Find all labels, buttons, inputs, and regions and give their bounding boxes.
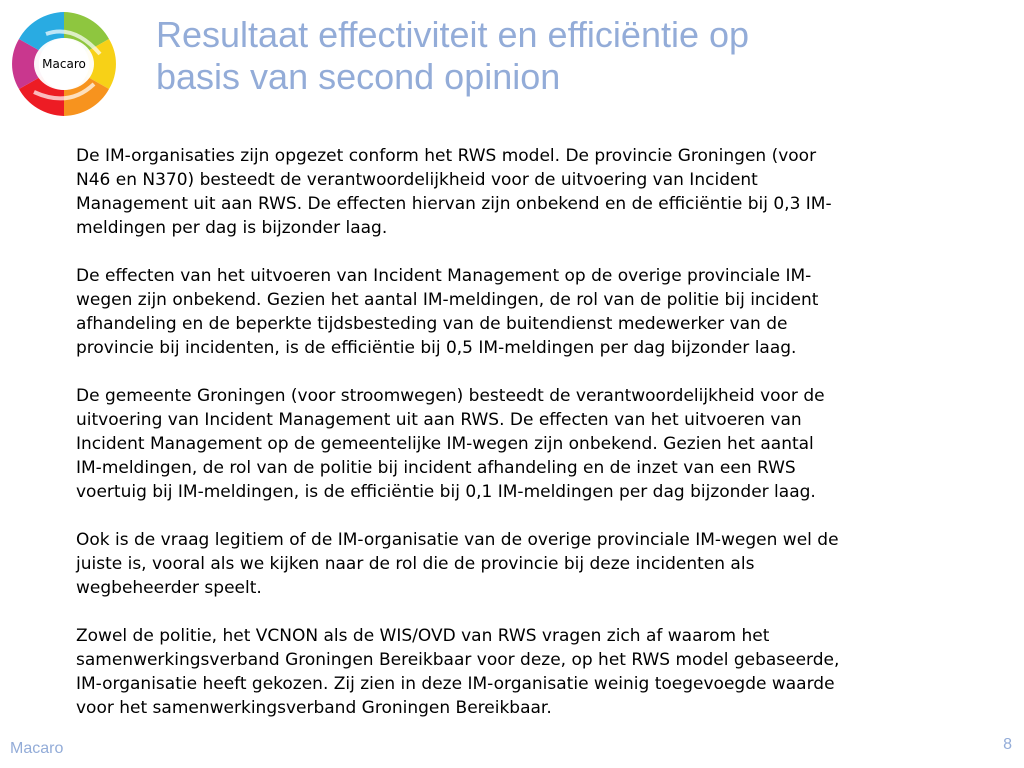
paragraph-line: voertuig bij IM-meldingen, is de efficiëntie bij 0,1 IM-meldingen per dag bijzonder laag. xyxy=(76,482,816,502)
paragraph-line: meldingen per dag is bijzonder laag. xyxy=(76,218,388,238)
paragraph-line: juiste is, vooral als we kijken naar de rol die de provincie bij deze incidenten als xyxy=(76,554,755,574)
slide-title-line-2: basis van second opinion xyxy=(156,56,561,97)
paragraph-2 xyxy=(76,264,986,360)
paragraph-line: De effecten van het uitvoeren van Incident Management op de overige provinciale IM- xyxy=(76,266,812,286)
paragraph-line: provincie bij incidenten, is de efficiëntie bij 0,5 IM-meldingen per dag bijzonder laag. xyxy=(76,338,797,358)
paragraph-line: wegbeheerder speelt. xyxy=(76,578,262,598)
logo-text: Macaro xyxy=(42,57,86,71)
paragraph-3 xyxy=(76,384,986,504)
paragraph-line: voor het samenwerkingsverband Groningen Bereikbaar. xyxy=(76,698,552,718)
paragraph-line: Incident Management op de gemeentelijke IM-wegen zijn onbekend. Gezien het aantal xyxy=(76,434,814,454)
paragraph-line: De IM-organisaties zijn opgezet conform het RWS model. De provincie Groningen (voor xyxy=(76,146,817,166)
paragraph-4 xyxy=(76,528,986,600)
paragraph-line: Zowel de politie, het VCNON als de WIS/OVD van RWS vragen zich af waarom het xyxy=(76,626,770,646)
paragraph-line: afhandeling en de beperkte tijdsbesteding van de buitendienst medewerker van de xyxy=(76,314,788,334)
logo-swirl-icon xyxy=(4,10,124,118)
paragraph-line: samenwerkingsverband Groningen Bereikbaar voor deze, op het RWS model gebaseerde, xyxy=(76,650,840,670)
paragraph-5 xyxy=(76,624,986,720)
slide-body xyxy=(76,144,986,744)
page-number: 8 xyxy=(1003,736,1012,753)
slide-title xyxy=(156,14,996,98)
paragraph-line: De gemeente Groningen (voor stroomwegen) besteedt de verantwoordelijkheid voor de xyxy=(76,386,825,406)
paragraph-line: Management uit aan RWS. De effecten hiervan zijn onbekend en de efficiëntie bij 0,3 IM- xyxy=(76,194,832,214)
paragraph-line: uitvoering van Incident Management uit aan RWS. De effecten van het uitvoeren van xyxy=(76,410,802,430)
macaro-logo xyxy=(4,10,124,118)
paragraph-1 xyxy=(76,144,986,240)
paragraph-line: Ook is de vraag legitiem of de IM-organisatie van de overige provinciale IM-wegen wel de xyxy=(76,530,839,550)
slide-title-line-1: Resultaat effectiviteit en efficiëntie op xyxy=(156,14,750,55)
paragraph-line: wegen zijn onbekend. Gezien het aantal IM-meldingen, de rol van de politie bij incident xyxy=(76,290,819,310)
paragraph-line: IM-meldingen, de rol van de politie bij incident afhandeling en de inzet van een RWS xyxy=(76,458,796,478)
paragraph-line: N46 en N370) besteedt de verantwoordelijkheid voor de uitvoering van Incident xyxy=(76,170,758,190)
footer-brand: Macaro xyxy=(10,740,64,757)
paragraph-line: IM-organisatie heeft gekozen. Zij zien in deze IM-organisatie weinig toegevoegde waarde xyxy=(76,674,835,694)
